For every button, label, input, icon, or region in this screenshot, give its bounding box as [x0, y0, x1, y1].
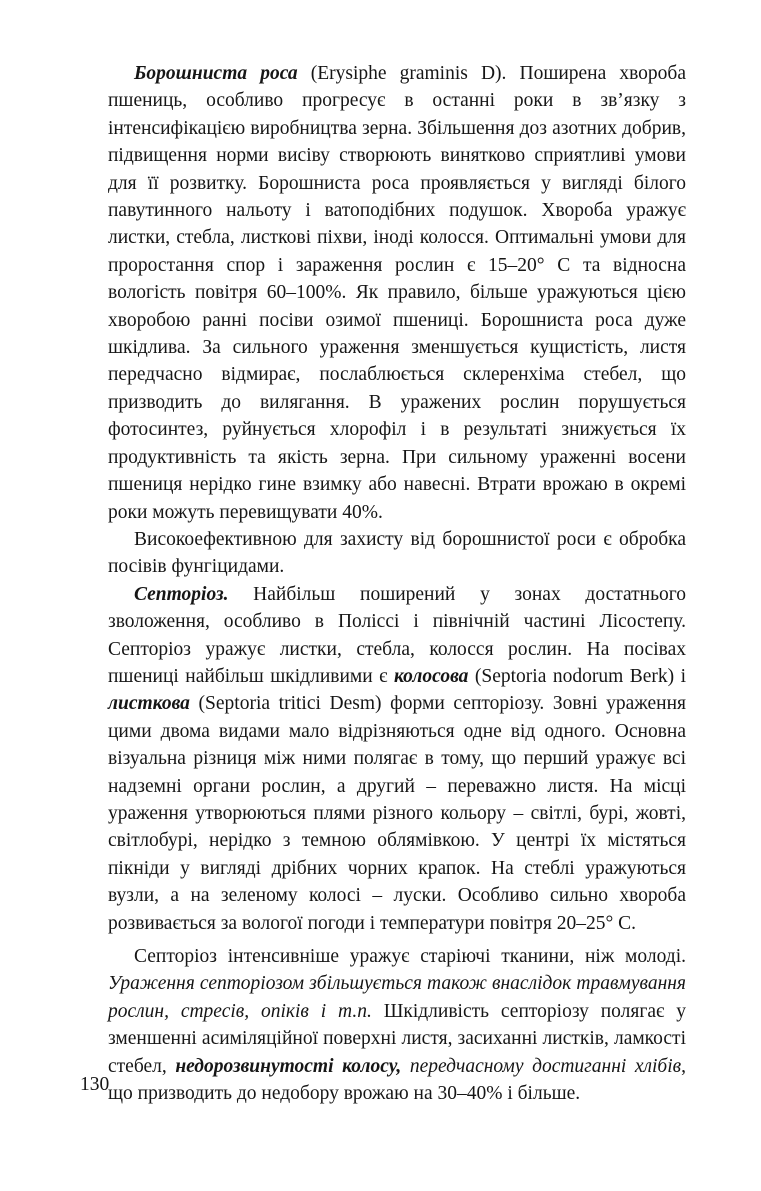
- paragraph-septoria-harm: [108, 943, 686, 1107]
- paragraph-text: , що призводить до недобору врожаю на 30–40% і більше.: [108, 1055, 686, 1105]
- term-powdery-mildew: Борошниста роса: [134, 63, 298, 84]
- paragraph-text: Шкідливість септоріозу полягає у зменшенні асиміляційної поверхні листя, засиханні листків, ламкості стебел,: [108, 1000, 686, 1077]
- paragraph-text: Високоефективною для захисту від борошнистої роси є обробка посівів фунгіцидами.: [108, 528, 686, 578]
- paragraph-powdery-mildew: [108, 60, 686, 526]
- term-septoria: Септоріоз.: [134, 583, 229, 605]
- italic-phrase: передчасному достиганні хлібів: [401, 1055, 682, 1077]
- paragraph-text: (Septoria tritici Desm) форми септоріозу. Зовні ураження цими двома видами мало відрізняються одне від одного. Основна візуальна різниця між ними полягає в тому, що перший уражує всі надземні органи рослин, а другий – переважно листя. На місці ураження утворюються плями різного кольору – світлі, бурі, жовті, світлобурі, нерідко з темною облямівкою. У центрі їх містяться пікніди у вигляді дрібних чорних крапок. На стеблі уражуються вузли, а на зеленому колосі – луски. Особливо сильно хвороба розвивається за вологої погоди і температури повітря 20–25° С.: [108, 693, 686, 934]
- bold-italic-phrase: недорозвинутості колосу,: [175, 1055, 402, 1077]
- paragraph-text: Септоріоз інтенсивніше уражує старіючі тканини, ніж молоді.: [134, 946, 686, 967]
- page-body: [108, 60, 686, 1107]
- paragraph-septoria: [108, 581, 686, 937]
- paragraph-fungicide: [108, 526, 686, 581]
- paragraph-text: (Erysiphe graminis D). Поширена хвороба пшениць, особливо прогресує в останні роки в зв’язку з інтенсифікацією виробництва зерна. Збільшення доз азотних добрив, підвищення норми висіву створюють винятково сприятливі умови для її розвитку. Борошниста роса проявляється у вигляді білого павутинного нальоту і ватоподібних подушок. Хвороба уражує листки, стебла, листкові піхви, іноді колосся. Оптимальні умови для проростання спор і зараження рослин є 15–20° С та відносна вологість повітря 60–100%. Як правило, більше уражуються цією хворобою ранні посіви озимої пшениці. Борошниста роса дуже шкідлива. За сильного ураження зменшується кущистість, листя передчасно відмирає, послаблюється склеренхіма стебел, що призводить до вилягання. В уражених рослин порушується фотосинтез, руйнується хлорофіл і в результаті знижується їх продуктивність та якість зерна. При сильному ураженні восени пшениця нерідко гине взимку або навесні. Втрати врожаю в окремі роки можуть перевищувати 40%.: [108, 63, 686, 523]
- term-ear-form: колосова: [394, 665, 469, 687]
- paragraph-text: (Septoria nodorum Berk) і: [468, 665, 686, 687]
- page-number: 130: [80, 1074, 110, 1095]
- italic-phrase: Ураження септоріозом збільшується також внаслідок травмування рослин, стресів, опіків і т.п.: [108, 973, 686, 1022]
- paragraph-text: Найбільш поширений у зонах достатнього зволоження, особливо в Поліссі і північній частині Лісостепу. Септоріоз уражує листки, стебла, колосся рослин. На посівах пшениці найбільш шкідливими є: [108, 583, 686, 687]
- term-leaf-form: листкова: [108, 693, 190, 715]
